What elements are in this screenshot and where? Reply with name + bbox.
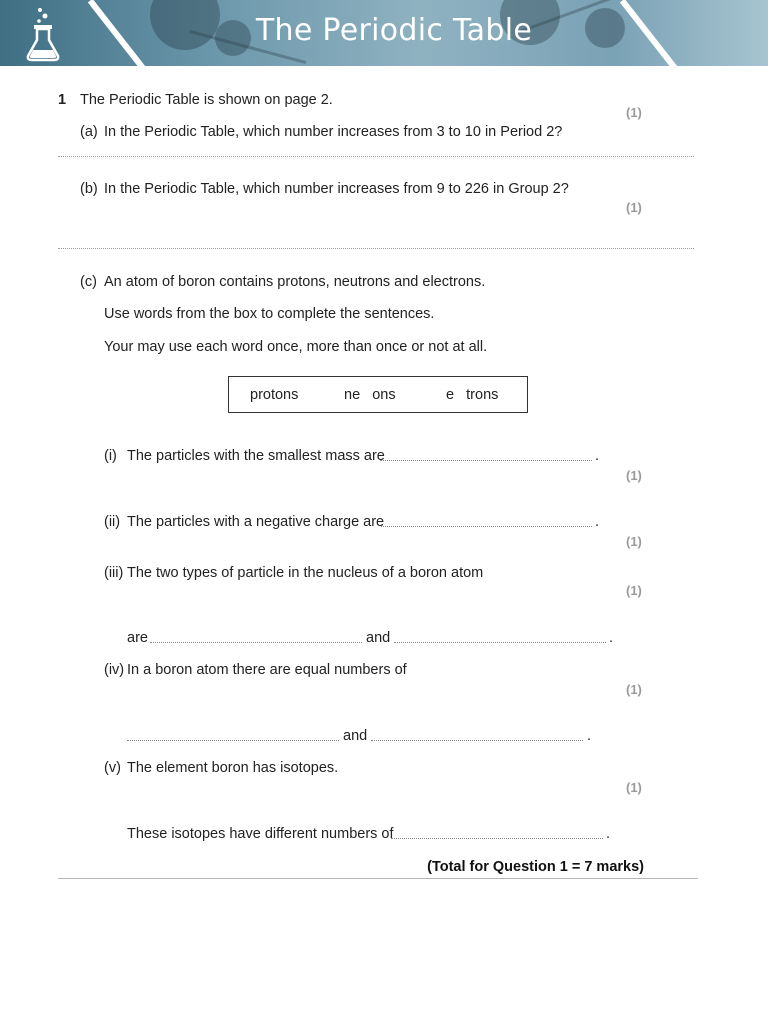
- answer-line-iv-1[interactable]: [127, 740, 339, 741]
- sub-iii-end: .: [609, 630, 614, 646]
- sub-v-end: .: [606, 826, 611, 842]
- sub-v-line2: These isotopes have different numbers of: [127, 826, 394, 842]
- question-total: (Total for Question 1 = 7 marks): [427, 859, 644, 875]
- answer-line-ii[interactable]: [381, 526, 592, 527]
- marks-v: (1): [626, 780, 642, 795]
- sub-iii-label: (iii): [104, 565, 124, 581]
- answer-line-iv-2[interactable]: [371, 740, 583, 741]
- header-banner: [0, 0, 768, 66]
- sub-v-label: (v): [104, 760, 121, 776]
- marks-i: (1): [626, 468, 642, 483]
- sub-iv-label: (iv): [104, 662, 125, 678]
- marks-iii: (1): [626, 583, 642, 598]
- sub-iii-text: The two types of particle in the nucleus of a boron atom: [127, 565, 484, 581]
- part-c-label: (c): [80, 274, 97, 290]
- sub-iv-text: In a boron atom there are equal numbers of: [127, 662, 407, 678]
- part-c-line1: An atom of boron contains protons, neutrons and electrons.: [104, 274, 486, 290]
- sub-ii-end: .: [595, 514, 600, 530]
- answer-line-i[interactable]: [380, 460, 592, 461]
- marks-iv: (1): [626, 682, 642, 697]
- answer-line-iii-1[interactable]: [150, 642, 362, 643]
- word-box-word: ne ons: [344, 387, 396, 403]
- answer-line-a[interactable]: [58, 156, 694, 157]
- part-c-line2: Use words from the box to complete the sentences.: [104, 306, 435, 322]
- sub-iv-end: .: [587, 728, 592, 744]
- sub-iv-and: and: [343, 728, 368, 744]
- sub-ii-label: (ii): [104, 514, 121, 530]
- question-intro: The Periodic Table is shown on page 2.: [80, 92, 333, 108]
- word-box: [228, 376, 528, 413]
- sub-ii-text: The particles with a negative charge are: [127, 514, 385, 530]
- sub-i-label: (i): [104, 448, 117, 464]
- part-b-text: In the Periodic Table, which number increases from 9 to 226 in Group 2?: [104, 181, 569, 197]
- answer-line-v[interactable]: [391, 838, 603, 839]
- part-c-line3: Your may use each word once, more than once or not at all.: [104, 339, 488, 355]
- page-title: The Periodic Table: [255, 13, 533, 48]
- total-rule: [58, 878, 698, 879]
- part-a-label: (a): [80, 124, 98, 140]
- question-number: 1: [58, 92, 67, 108]
- marks-a: (1): [626, 105, 642, 120]
- answer-line-iii-2[interactable]: [394, 642, 606, 643]
- marks-b: (1): [626, 200, 642, 215]
- answer-line-b[interactable]: [58, 248, 694, 249]
- sub-v-text: The element boron has isotopes.: [127, 760, 339, 776]
- word-box-word: protons: [250, 387, 299, 403]
- sub-i-text: The particles with the smallest mass are: [127, 448, 385, 464]
- sub-iii-and: and: [366, 630, 391, 646]
- word-box-word: e trons: [446, 387, 499, 403]
- part-b-label: (b): [80, 181, 98, 197]
- marks-ii: (1): [626, 534, 642, 549]
- sub-iii-are: are: [127, 630, 148, 646]
- part-a-text: In the Periodic Table, which number increases from 3 to 10 in Period 2?: [104, 124, 563, 140]
- sub-i-end: .: [595, 448, 600, 464]
